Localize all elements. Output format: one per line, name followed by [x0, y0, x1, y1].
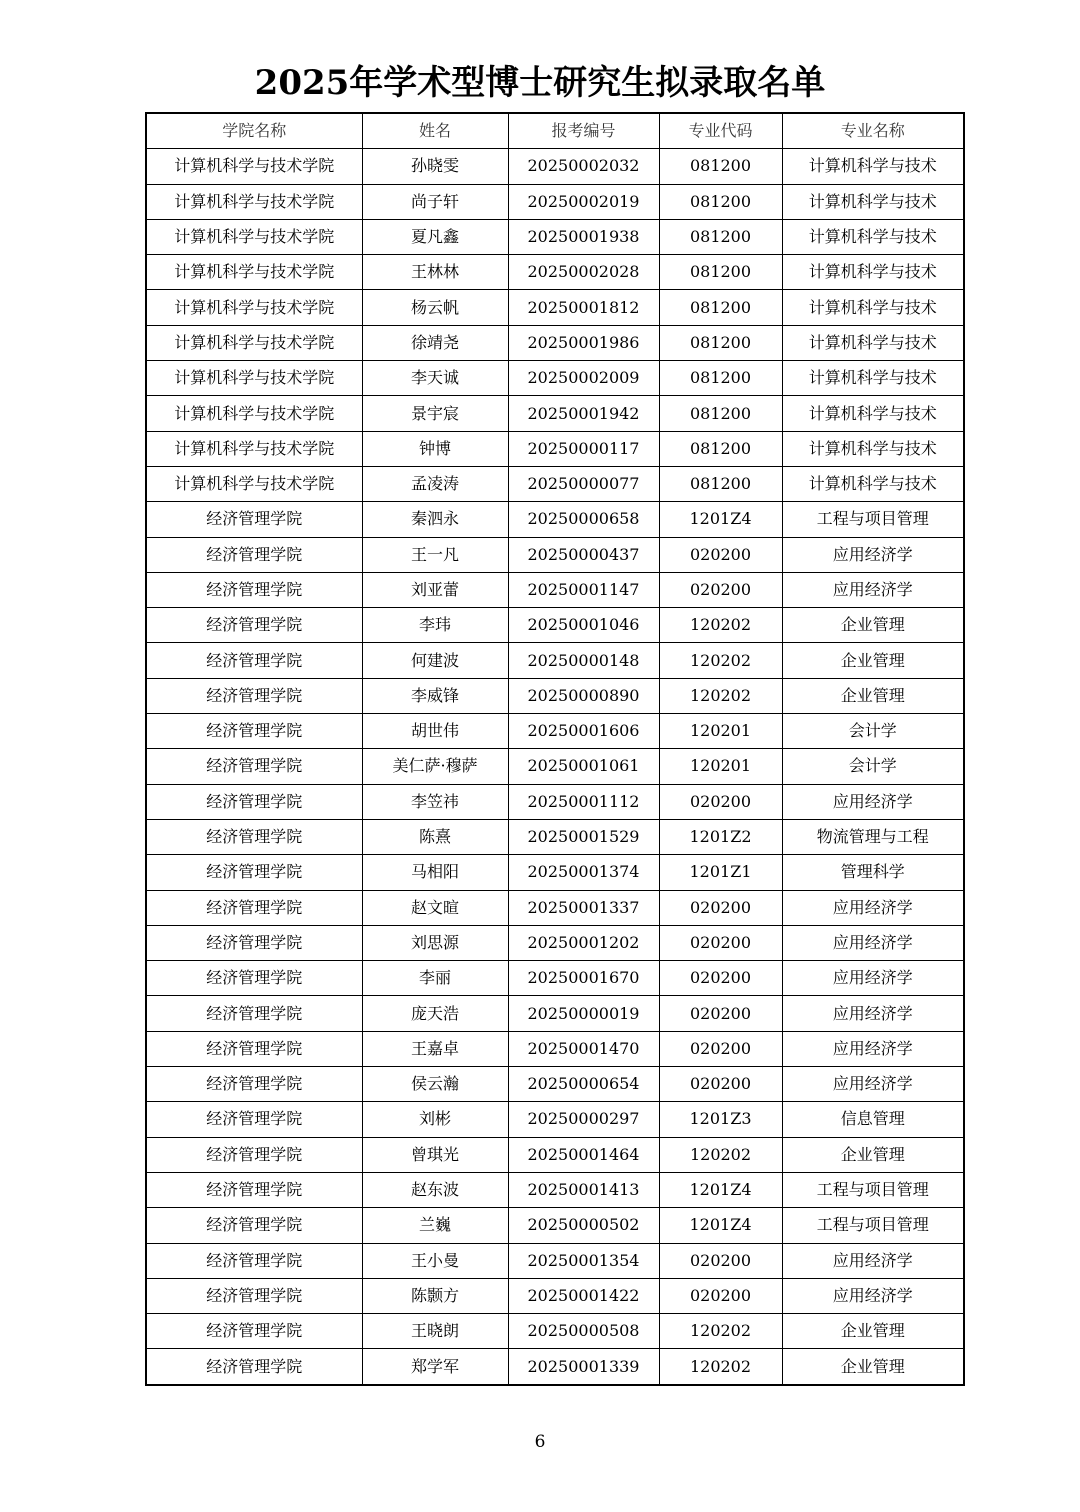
cell-college: 经济管理学院	[146, 996, 362, 1031]
cell-major-code: 120202	[659, 608, 782, 643]
cell-major-code: 120202	[659, 1137, 782, 1172]
cell-major-code: 081200	[659, 255, 782, 290]
cell-major-name: 计算机科学与技术	[782, 149, 964, 184]
cell-major-name: 计算机科学与技术	[782, 219, 964, 254]
cell-major-name: 计算机科学与技术	[782, 396, 964, 431]
cell-major-name: 应用经济学	[782, 1243, 964, 1278]
cell-name: 刘亚蕾	[362, 572, 508, 607]
cell-college: 经济管理学院	[146, 749, 362, 784]
cell-application-number: 20250000658	[508, 502, 659, 537]
cell-major-code: 120201	[659, 714, 782, 749]
cell-major-code: 120202	[659, 678, 782, 713]
cell-application-number: 20250001374	[508, 855, 659, 890]
cell-name: 徐靖尧	[362, 325, 508, 360]
cell-major-name: 计算机科学与技术	[782, 361, 964, 396]
cell-name: 李丽	[362, 961, 508, 996]
cell-major-code: 020200	[659, 996, 782, 1031]
column-header-major-name: 专业名称	[782, 113, 964, 149]
cell-college: 计算机科学与技术学院	[146, 466, 362, 501]
cell-college: 计算机科学与技术学院	[146, 149, 362, 184]
cell-major-code: 020200	[659, 537, 782, 572]
table-row	[146, 1208, 964, 1243]
table-row	[146, 1314, 964, 1349]
cell-major-code: 120202	[659, 1314, 782, 1349]
cell-application-number: 20250001413	[508, 1172, 659, 1207]
cell-college: 计算机科学与技术学院	[146, 219, 362, 254]
cell-major-name: 企业管理	[782, 678, 964, 713]
cell-name: 钟博	[362, 431, 508, 466]
cell-major-name: 企业管理	[782, 608, 964, 643]
table-row	[146, 537, 964, 572]
cell-name: 刘彬	[362, 1102, 508, 1137]
cell-application-number: 20250001354	[508, 1243, 659, 1278]
table-row	[146, 1102, 964, 1137]
cell-major-name: 物流管理与工程	[782, 819, 964, 854]
table-row	[146, 608, 964, 643]
table-row	[146, 784, 964, 819]
cell-application-number: 20250001046	[508, 608, 659, 643]
cell-college: 计算机科学与技术学院	[146, 255, 362, 290]
cell-major-code: 020200	[659, 1067, 782, 1102]
cell-major-name: 应用经济学	[782, 1031, 964, 1066]
cell-major-code: 120202	[659, 1349, 782, 1385]
cell-application-number: 20250001942	[508, 396, 659, 431]
table-row	[146, 1067, 964, 1102]
cell-name: 美仁萨·穆萨	[362, 749, 508, 784]
cell-college: 经济管理学院	[146, 608, 362, 643]
table-row	[146, 714, 964, 749]
cell-application-number: 20250001938	[508, 219, 659, 254]
table-row	[146, 149, 964, 184]
cell-major-name: 应用经济学	[782, 961, 964, 996]
cell-application-number: 20250001422	[508, 1278, 659, 1313]
table-body	[146, 149, 964, 1385]
cell-college: 计算机科学与技术学院	[146, 431, 362, 466]
cell-name: 夏凡鑫	[362, 219, 508, 254]
cell-name: 孙晓雯	[362, 149, 508, 184]
cell-major-name: 应用经济学	[782, 784, 964, 819]
cell-major-name: 应用经济学	[782, 890, 964, 925]
cell-major-code: 020200	[659, 1278, 782, 1313]
cell-major-code: 081200	[659, 325, 782, 360]
cell-college: 经济管理学院	[146, 678, 362, 713]
table-row	[146, 572, 964, 607]
cell-college: 经济管理学院	[146, 784, 362, 819]
cell-major-code: 1201Z1	[659, 855, 782, 890]
table-row	[146, 290, 964, 325]
cell-major-code: 020200	[659, 1031, 782, 1066]
cell-name: 陈颢方	[362, 1278, 508, 1313]
cell-application-number: 20250000437	[508, 537, 659, 572]
cell-name: 王一凡	[362, 537, 508, 572]
cell-college: 经济管理学院	[146, 537, 362, 572]
cell-name: 尚子轩	[362, 184, 508, 219]
cell-college: 经济管理学院	[146, 925, 362, 960]
cell-application-number: 20250002032	[508, 149, 659, 184]
cell-college: 经济管理学院	[146, 1102, 362, 1137]
cell-application-number: 20250001202	[508, 925, 659, 960]
cell-major-code: 081200	[659, 219, 782, 254]
table-row	[146, 749, 964, 784]
cell-application-number: 20250000890	[508, 678, 659, 713]
cell-college: 经济管理学院	[146, 855, 362, 890]
cell-major-code: 020200	[659, 572, 782, 607]
cell-college: 经济管理学院	[146, 502, 362, 537]
page-number: 6	[534, 1432, 546, 1452]
cell-application-number: 20250000508	[508, 1314, 659, 1349]
cell-application-number: 20250002028	[508, 255, 659, 290]
cell-major-name: 企业管理	[782, 1137, 964, 1172]
table-row	[146, 643, 964, 678]
table-row	[146, 925, 964, 960]
cell-name: 李威锋	[362, 678, 508, 713]
cell-application-number: 20250001147	[508, 572, 659, 607]
cell-name: 兰巍	[362, 1208, 508, 1243]
table-row	[146, 184, 964, 219]
cell-major-code: 1201Z4	[659, 1208, 782, 1243]
cell-college: 经济管理学院	[146, 890, 362, 925]
cell-application-number: 20250000654	[508, 1067, 659, 1102]
cell-application-number: 20250001986	[508, 325, 659, 360]
cell-major-name: 管理科学	[782, 855, 964, 890]
cell-application-number: 20250001670	[508, 961, 659, 996]
cell-major-name: 计算机科学与技术	[782, 290, 964, 325]
cell-major-name: 会计学	[782, 714, 964, 749]
cell-college: 经济管理学院	[146, 961, 362, 996]
cell-college: 经济管理学院	[146, 1243, 362, 1278]
cell-major-name: 企业管理	[782, 1349, 964, 1385]
cell-major-code: 1201Z2	[659, 819, 782, 854]
table-row	[146, 1349, 964, 1385]
table-row	[146, 219, 964, 254]
table-row	[146, 890, 964, 925]
cell-name: 何建波	[362, 643, 508, 678]
cell-major-name: 应用经济学	[782, 1067, 964, 1102]
cell-name: 郑学军	[362, 1349, 508, 1385]
cell-major-code: 081200	[659, 290, 782, 325]
cell-major-name: 计算机科学与技术	[782, 255, 964, 290]
table-row	[146, 431, 964, 466]
cell-major-name: 应用经济学	[782, 925, 964, 960]
cell-major-name: 应用经济学	[782, 537, 964, 572]
cell-name: 李玮	[362, 608, 508, 643]
cell-college: 计算机科学与技术学院	[146, 361, 362, 396]
cell-application-number: 20250001529	[508, 819, 659, 854]
cell-name: 王林林	[362, 255, 508, 290]
cell-college: 经济管理学院	[146, 1314, 362, 1349]
cell-college: 经济管理学院	[146, 1137, 362, 1172]
cell-major-code: 020200	[659, 784, 782, 819]
cell-college: 经济管理学院	[146, 643, 362, 678]
cell-application-number: 20250002009	[508, 361, 659, 396]
cell-major-code: 081200	[659, 466, 782, 501]
column-header-college: 学院名称	[146, 113, 362, 149]
cell-college: 计算机科学与技术学院	[146, 325, 362, 360]
cell-application-number: 20250002019	[508, 184, 659, 219]
table-row	[146, 961, 964, 996]
cell-application-number: 20250000148	[508, 643, 659, 678]
table-row	[146, 1172, 964, 1207]
cell-major-name: 工程与项目管理	[782, 502, 964, 537]
table-row	[146, 255, 964, 290]
cell-name: 侯云瀚	[362, 1067, 508, 1102]
cell-name: 刘思源	[362, 925, 508, 960]
cell-major-code: 081200	[659, 184, 782, 219]
table-header-row	[146, 113, 964, 149]
cell-major-code: 020200	[659, 961, 782, 996]
cell-major-name: 计算机科学与技术	[782, 466, 964, 501]
cell-application-number: 20250000297	[508, 1102, 659, 1137]
column-header-name: 姓名	[362, 113, 508, 149]
cell-major-code: 081200	[659, 431, 782, 466]
cell-college: 经济管理学院	[146, 1349, 362, 1385]
cell-major-code: 081200	[659, 149, 782, 184]
cell-major-code: 120202	[659, 643, 782, 678]
cell-major-name: 工程与项目管理	[782, 1172, 964, 1207]
page-title: 2025年学术型博士研究生拟录取名单	[254, 63, 826, 103]
table-row	[146, 361, 964, 396]
cell-major-code: 1201Z3	[659, 1102, 782, 1137]
cell-application-number: 20250000502	[508, 1208, 659, 1243]
cell-major-code: 081200	[659, 361, 782, 396]
cell-major-code: 020200	[659, 1243, 782, 1278]
table-row	[146, 1243, 964, 1278]
table-row	[146, 325, 964, 360]
cell-college: 经济管理学院	[146, 572, 362, 607]
cell-major-name: 会计学	[782, 749, 964, 784]
cell-name: 陈熹	[362, 819, 508, 854]
table-row	[146, 1278, 964, 1313]
table-row	[146, 855, 964, 890]
table-row	[146, 1031, 964, 1066]
cell-application-number: 20250000077	[508, 466, 659, 501]
cell-name: 王晓朗	[362, 1314, 508, 1349]
cell-college: 经济管理学院	[146, 1208, 362, 1243]
table-row	[146, 466, 964, 501]
cell-major-code: 081200	[659, 396, 782, 431]
cell-application-number: 20250001812	[508, 290, 659, 325]
cell-college: 经济管理学院	[146, 1172, 362, 1207]
cell-major-code: 020200	[659, 890, 782, 925]
cell-major-name: 计算机科学与技术	[782, 184, 964, 219]
cell-name: 王嘉卓	[362, 1031, 508, 1066]
cell-college: 经济管理学院	[146, 819, 362, 854]
cell-name: 景宇宸	[362, 396, 508, 431]
cell-application-number: 20250001112	[508, 784, 659, 819]
cell-name: 赵东波	[362, 1172, 508, 1207]
cell-major-name: 信息管理	[782, 1102, 964, 1137]
admission-table	[145, 112, 965, 1386]
cell-application-number: 20250001606	[508, 714, 659, 749]
cell-college: 经济管理学院	[146, 1031, 362, 1066]
table-row	[146, 1137, 964, 1172]
cell-name: 李天诚	[362, 361, 508, 396]
cell-application-number: 20250001339	[508, 1349, 659, 1385]
table-row	[146, 396, 964, 431]
cell-college: 计算机科学与技术学院	[146, 290, 362, 325]
cell-major-code: 1201Z4	[659, 502, 782, 537]
cell-application-number: 20250001061	[508, 749, 659, 784]
cell-name: 赵文暄	[362, 890, 508, 925]
cell-application-number: 20250001464	[508, 1137, 659, 1172]
cell-application-number: 20250001337	[508, 890, 659, 925]
cell-application-number: 20250000019	[508, 996, 659, 1031]
cell-name: 王小曼	[362, 1243, 508, 1278]
cell-major-code: 120201	[659, 749, 782, 784]
cell-major-name: 计算机科学与技术	[782, 431, 964, 466]
cell-name: 胡世伟	[362, 714, 508, 749]
cell-college: 经济管理学院	[146, 714, 362, 749]
cell-major-name: 计算机科学与技术	[782, 325, 964, 360]
table-row	[146, 819, 964, 854]
cell-major-code: 020200	[659, 925, 782, 960]
cell-major-name: 工程与项目管理	[782, 1208, 964, 1243]
cell-college: 经济管理学院	[146, 1278, 362, 1313]
cell-name: 杨云帆	[362, 290, 508, 325]
cell-major-name: 企业管理	[782, 643, 964, 678]
cell-college: 计算机科学与技术学院	[146, 396, 362, 431]
cell-major-name: 应用经济学	[782, 572, 964, 607]
cell-college: 计算机科学与技术学院	[146, 184, 362, 219]
cell-major-name: 企业管理	[782, 1314, 964, 1349]
cell-name: 李笠祎	[362, 784, 508, 819]
table-row	[146, 996, 964, 1031]
column-header-major-code: 专业代码	[659, 113, 782, 149]
cell-major-name: 应用经济学	[782, 996, 964, 1031]
cell-application-number: 20250000117	[508, 431, 659, 466]
cell-application-number: 20250001470	[508, 1031, 659, 1066]
cell-name: 庞天浩	[362, 996, 508, 1031]
table-row	[146, 678, 964, 713]
cell-name: 曾琪光	[362, 1137, 508, 1172]
cell-major-name: 应用经济学	[782, 1278, 964, 1313]
table-row	[146, 502, 964, 537]
cell-name: 孟凌涛	[362, 466, 508, 501]
cell-name: 秦泗永	[362, 502, 508, 537]
cell-name: 马相阳	[362, 855, 508, 890]
column-header-application-number: 报考编号	[508, 113, 659, 149]
cell-major-code: 1201Z4	[659, 1172, 782, 1207]
cell-college: 经济管理学院	[146, 1067, 362, 1102]
